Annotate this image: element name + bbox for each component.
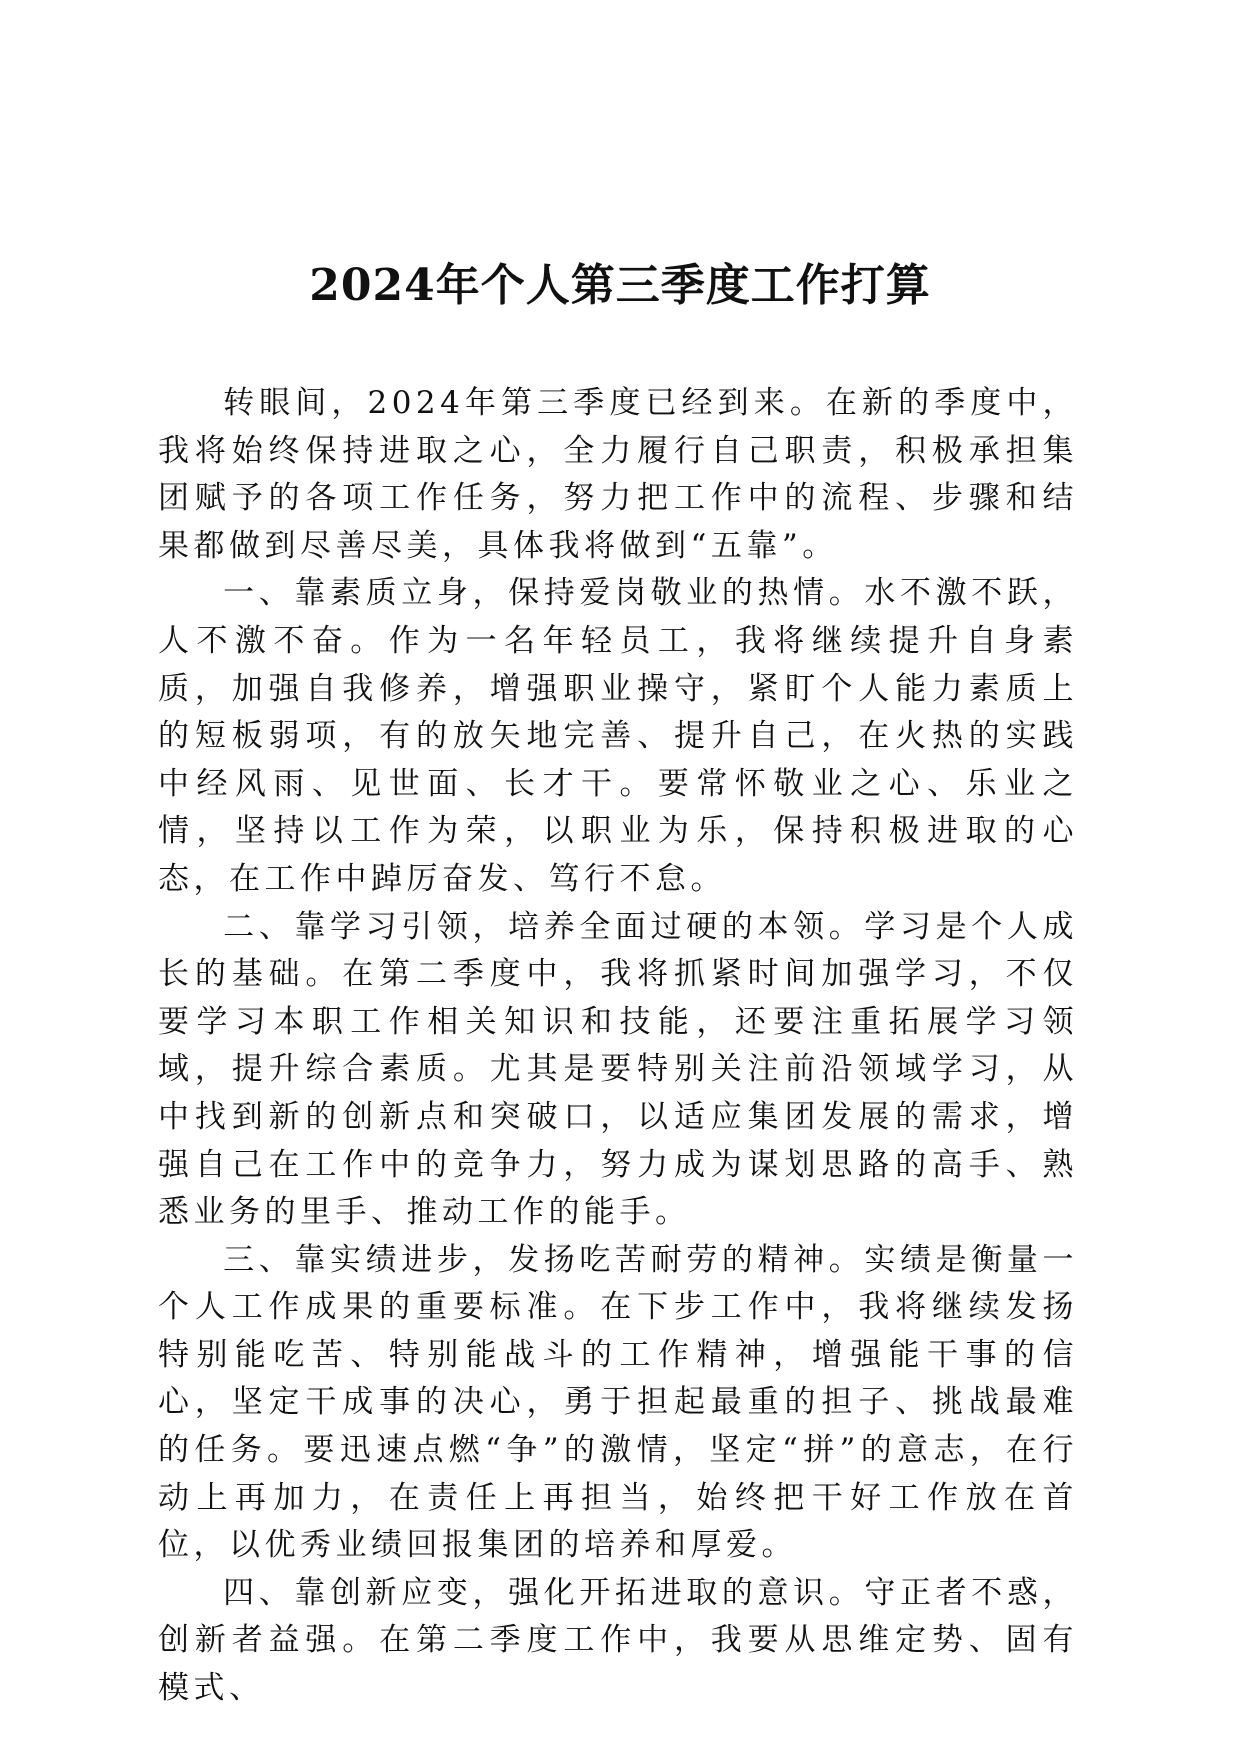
paragraph-section-4: 四、靠创新应变，强化开拓进取的意识。守正者不惑，创新者益强。在第二季度工作中，我要从思维定势、固有模式、 xyxy=(158,1574,1078,1707)
paragraph-section-3: 三、靠实绩进步，发扬吃苦耐劳的精神。实绩是衡量一个人工作成果的重要标准。在下步工作中，我将继续发扬特别能吃苦、特别能战斗的工作精神，增强能干事的信心，坚定干成事的决心，勇于担起最重的担子、挑战最难的任务。要迅速点燃“争”的激情，坚定“拼”的意志，在行动上再加力，在责任上再担当，始终把干好工作放在首位，以优秀业绩回报集团的培养和厚爱。 xyxy=(158,1241,1078,1564)
document-body xyxy=(158,380,1078,1713)
paragraph-section-1: 一、靠素质立身，保持爱岗敬业的热情。水不激不跃，人不激不奋。作为一名年轻员工，我将继续提升自身素质，加强自我修养，增强职业操守，紧盯个人能力素质上的短板弱项，有的放矢地完善、提升自己，在火热的实践中经风雨、见世面、长才干。要常怀敬业之心、乐业之情，坚持以工作为荣，以职业为乐，保持积极进取的心态，在工作中踔厉奋发、笃行不怠。 xyxy=(158,575,1078,897)
document-title: 2024年个人第三季度工作打算 xyxy=(309,260,931,311)
paragraph-intro: 转眼间，2024年第三季度已经到来。在新的季度中，我将始终保持进取之心，全力履行自己职责，积极承担集团赋予的各项工作任务，努力把工作中的流程、步骤和结果都做到尽善尽美，具体我将做到“五靠”。 xyxy=(158,385,1078,564)
paragraph-section-2: 二、靠学习引领，培养全面过硬的本领。学习是个人成长的基础。在第二季度中，我将抓紧时间加强学习，不仅要学习本职工作相关知识和技能，还要注重拓展学习领域，提升综合素质。尤其是要特别关注前沿领域学习，从中找到新的创新点和突破口，以适应集团发展的需求，增强自己在工作中的竞争力，努力成为谋划思路的高手、熟悉业务的里手、推动工作的能手。 xyxy=(158,908,1078,1231)
